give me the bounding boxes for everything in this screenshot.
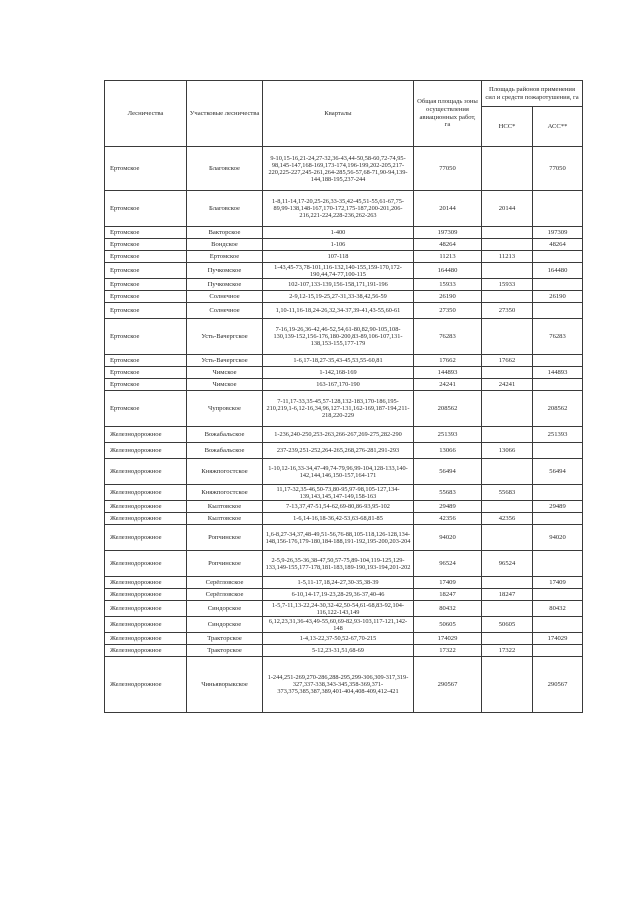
cell-uchastkovoe: Серёгловское <box>187 577 263 589</box>
cell-nss <box>482 239 533 251</box>
cell-lesnichestvo: Ертомское <box>105 355 187 367</box>
cell-kvartaly: 5-12,23-31,51,68-69 <box>263 645 414 657</box>
cell-kvartaly: 1-106 <box>263 239 414 251</box>
cell-uchastkovoe: Вондское <box>187 239 263 251</box>
cell-nss: 55683 <box>482 485 533 501</box>
cell-nss: 42356 <box>482 513 533 525</box>
table-row <box>105 303 583 319</box>
header-kvartaly: Кварталы <box>263 81 414 147</box>
table-body <box>105 147 583 713</box>
cell-ass: 56494 <box>533 459 583 485</box>
cell-nss <box>482 263 533 279</box>
cell-uchastkovoe: Тракторское <box>187 645 263 657</box>
cell-lesnichestvo: Железнодорожное <box>105 551 187 577</box>
cell-kvartaly: 1-400 <box>263 227 414 239</box>
table-row <box>105 551 583 577</box>
cell-total-area: 26190 <box>414 291 482 303</box>
table-row <box>105 513 583 525</box>
cell-nss: 20144 <box>482 191 533 227</box>
cell-total-area: 290567 <box>414 657 482 713</box>
forestry-table <box>104 80 583 713</box>
cell-kvartaly: 2-9,12-15,19-25,27-31,33-38,42,56-59 <box>263 291 414 303</box>
cell-lesnichestvo: Ертомское <box>105 279 187 291</box>
cell-nss <box>482 391 533 427</box>
table-row <box>105 601 583 617</box>
table-row <box>105 589 583 601</box>
table-row <box>105 147 583 191</box>
cell-lesnichestvo: Ертомское <box>105 263 187 279</box>
cell-kvartaly: 1-5,7-11,13-22,24-30,32-42,50-54,61-68,83-92,104-116,122-143,149 <box>263 601 414 617</box>
cell-ass <box>533 355 583 367</box>
cell-lesnichestvo: Ертомское <box>105 251 187 263</box>
table-row <box>105 485 583 501</box>
cell-kvartaly: 11,17-32,35-46,50-73,80-95,97-98,105-127,134-139,143,145,147-149,158-163 <box>263 485 414 501</box>
cell-lesnichestvo: Железнодорожное <box>105 657 187 713</box>
cell-ass: 48264 <box>533 239 583 251</box>
cell-lesnichestvo: Железнодорожное <box>105 525 187 551</box>
cell-total-area: 77050 <box>414 147 482 191</box>
cell-nss: 17662 <box>482 355 533 367</box>
table-row <box>105 239 583 251</box>
cell-nss <box>482 291 533 303</box>
cell-total-area: 76283 <box>414 319 482 355</box>
cell-kvartaly: 7-13,37,47-51,54-62,69-80,86-93,95-102 <box>263 501 414 513</box>
cell-kvartaly: 1-236,240-250,253-263,266-267,269-275,282-290 <box>263 427 414 443</box>
cell-lesnichestvo: Ертомское <box>105 391 187 427</box>
cell-lesnichestvo: Железнодорожное <box>105 617 187 633</box>
cell-total-area: 80432 <box>414 601 482 617</box>
cell-total-area: 55683 <box>414 485 482 501</box>
cell-nss <box>482 427 533 443</box>
cell-uchastkovoe: Пучкомское <box>187 263 263 279</box>
cell-ass: 94020 <box>533 525 583 551</box>
cell-uchastkovoe: Княжпогостское <box>187 485 263 501</box>
cell-ass <box>533 379 583 391</box>
cell-uchastkovoe: Пучкомское <box>187 279 263 291</box>
cell-uchastkovoe: Чимское <box>187 367 263 379</box>
table-row <box>105 645 583 657</box>
cell-lesnichestvo: Ертомское <box>105 379 187 391</box>
cell-ass: 197309 <box>533 227 583 239</box>
table-row <box>105 227 583 239</box>
cell-ass: 26190 <box>533 291 583 303</box>
cell-nss: 17322 <box>482 645 533 657</box>
document-table-area <box>104 80 582 713</box>
cell-total-area: 48264 <box>414 239 482 251</box>
cell-ass <box>533 589 583 601</box>
cell-lesnichestvo: Железнодорожное <box>105 645 187 657</box>
cell-nss: 24241 <box>482 379 533 391</box>
cell-lesnichestvo: Ертомское <box>105 239 187 251</box>
cell-ass: 144893 <box>533 367 583 379</box>
cell-nss: 15933 <box>482 279 533 291</box>
cell-uchastkovoe: Ропчинское <box>187 551 263 577</box>
cell-nss <box>482 657 533 713</box>
table-row <box>105 191 583 227</box>
cell-kvartaly: 7-11,17-33,35-45,57-128,132-183,170-186,195-210,219,1-6,12-16,34,96,127-131,162-169,187-194,211-218,220-229 <box>263 391 414 427</box>
table-row <box>105 617 583 633</box>
header-total-area: Общая площадь зоны осуществления авиационных работ, га <box>414 81 482 147</box>
header-lesnichestvo: Лесничества <box>105 81 187 147</box>
cell-uchastkovoe: Княжпогостское <box>187 459 263 485</box>
cell-kvartaly: 1-142,168-169 <box>263 367 414 379</box>
cell-ass: 290567 <box>533 657 583 713</box>
cell-total-area: 197309 <box>414 227 482 239</box>
cell-total-area: 13066 <box>414 443 482 459</box>
cell-lesnichestvo: Железнодорожное <box>105 589 187 601</box>
cell-lesnichestvo: Железнодорожное <box>105 501 187 513</box>
cell-nss <box>482 147 533 191</box>
cell-kvartaly: 9-10,15-16,21-24,27-32,36-43,44-50,58-60,72-74,95-98,145-147,168-169,173-174,196-199,202-205,217-220,225-227,245-261,264-285,56-57,68-71,90-94,139-144,188-195,237-244 <box>263 147 414 191</box>
cell-ass: 174029 <box>533 633 583 645</box>
table-row <box>105 291 583 303</box>
header-nss: НСС* <box>482 107 533 147</box>
cell-ass <box>533 485 583 501</box>
cell-uchastkovoe: Серёгловское <box>187 589 263 601</box>
cell-kvartaly: 6-10,14-17,19-23,28-29,36-37,40-46 <box>263 589 414 601</box>
cell-uchastkovoe: Усть-Вачергское <box>187 355 263 367</box>
cell-kvartaly: 163-167,170-190 <box>263 379 414 391</box>
cell-uchastkovoe: Чупровское <box>187 391 263 427</box>
cell-lesnichestvo: Ертомское <box>105 291 187 303</box>
cell-ass: 76283 <box>533 319 583 355</box>
cell-nss: 18247 <box>482 589 533 601</box>
cell-kvartaly: 1-6,17-18,27-35,43-45,53,55-60,81 <box>263 355 414 367</box>
cell-nss <box>482 367 533 379</box>
cell-total-area: 17322 <box>414 645 482 657</box>
cell-total-area: 96524 <box>414 551 482 577</box>
cell-total-area: 11213 <box>414 251 482 263</box>
cell-nss: 13066 <box>482 443 533 459</box>
cell-kvartaly: 1,6-8,27-34,37,48-49,51-56,76-88,105-118,126-128,134-148,156-176,179-180,184-188,191-192,195-200,203-204 <box>263 525 414 551</box>
cell-total-area: 144893 <box>414 367 482 379</box>
table-row <box>105 391 583 427</box>
cell-total-area: 17662 <box>414 355 482 367</box>
cell-total-area: 56494 <box>414 459 482 485</box>
cell-nss: 50605 <box>482 617 533 633</box>
cell-total-area: 27350 <box>414 303 482 319</box>
cell-nss <box>482 227 533 239</box>
cell-ass: 29489 <box>533 501 583 513</box>
cell-uchastkovoe: Кылтовское <box>187 513 263 525</box>
cell-kvartaly: 6,12,23,31,36-43,49-55,60,69-82,93-103,117-121,142-148 <box>263 617 414 633</box>
cell-nss: 27350 <box>482 303 533 319</box>
cell-kvartaly: 1-6,14-16,18-36,42-53,63-68,81-85 <box>263 513 414 525</box>
cell-uchastkovoe: Вожабальское <box>187 443 263 459</box>
cell-lesnichestvo: Ертомское <box>105 227 187 239</box>
cell-kvartaly: 107-118 <box>263 251 414 263</box>
cell-ass <box>533 303 583 319</box>
table-row <box>105 355 583 367</box>
cell-kvartaly: 237-239,251-252,264-265,268,276-281,291-293 <box>263 443 414 459</box>
cell-total-area: 94020 <box>414 525 482 551</box>
cell-total-area: 17409 <box>414 577 482 589</box>
cell-lesnichestvo: Ертомское <box>105 319 187 355</box>
cell-total-area: 251393 <box>414 427 482 443</box>
cell-nss <box>482 525 533 551</box>
cell-kvartaly: 7-16,19-26,36-42,46-52,54,61-80,82,90-105,108-130,139-152,156-176,180-200,83-89,106-107,131-138,153-155,177-179 <box>263 319 414 355</box>
cell-uchastkovoe: Благовское <box>187 147 263 191</box>
cell-total-area: 20144 <box>414 191 482 227</box>
cell-kvartaly: 2-5,9-26,35-36,38-47,50,57-75,89-104,119-125,129-133,149-155,177-178,181-183,189-190,193-194,201-202 <box>263 551 414 577</box>
table-row <box>105 251 583 263</box>
table-row <box>105 263 583 279</box>
table-row <box>105 367 583 379</box>
cell-uchastkovoe: Чимское <box>187 379 263 391</box>
header-uchastkovoe: Участковые лесничества <box>187 81 263 147</box>
table-row <box>105 525 583 551</box>
cell-kvartaly: 1-5,11-17,18,24-27,30-35,38-39 <box>263 577 414 589</box>
cell-ass <box>533 251 583 263</box>
cell-uchastkovoe: Синдорское <box>187 617 263 633</box>
cell-ass: 77050 <box>533 147 583 191</box>
table-row <box>105 657 583 713</box>
cell-ass <box>533 617 583 633</box>
table-row <box>105 427 583 443</box>
cell-kvartaly: 102-107,133-139,156-158,171,191-196 <box>263 279 414 291</box>
cell-nss <box>482 319 533 355</box>
table-row <box>105 319 583 355</box>
cell-total-area: 24241 <box>414 379 482 391</box>
cell-lesnichestvo: Железнодорожное <box>105 513 187 525</box>
cell-ass: 80432 <box>533 601 583 617</box>
cell-lesnichestvo: Ертомское <box>105 191 187 227</box>
cell-uchastkovoe: Синдорское <box>187 601 263 617</box>
cell-uchastkovoe: Благовское <box>187 191 263 227</box>
cell-kvartaly: 1-8,11-14,17-20,25-26,33-35,42-45,51-55,61-67,75-89,99-138,148-167,170-172,175-187,200-201,206-216,221-224,228-236,262-263 <box>263 191 414 227</box>
cell-nss <box>482 459 533 485</box>
table-row <box>105 443 583 459</box>
cell-total-area: 174029 <box>414 633 482 645</box>
cell-ass: 164480 <box>533 263 583 279</box>
cell-nss: 11213 <box>482 251 533 263</box>
cell-kvartaly: 1-43,45-73,78-101,116-132,140-155,159-170,172-190,44,74-77,100-115 <box>263 263 414 279</box>
header-group-fire-forces: Площадь районов применения сил и средств пожаротушения, га <box>482 81 583 107</box>
cell-uchastkovoe: Чиньяворыкское <box>187 657 263 713</box>
cell-uchastkovoe: Тракторское <box>187 633 263 645</box>
cell-total-area: 29489 <box>414 501 482 513</box>
cell-uchastkovoe: Солнечное <box>187 303 263 319</box>
cell-nss <box>482 501 533 513</box>
cell-nss: 96524 <box>482 551 533 577</box>
cell-kvartaly: 1-4,13-22,37-50,52-67,70-215 <box>263 633 414 645</box>
cell-nss <box>482 577 533 589</box>
cell-ass <box>533 551 583 577</box>
cell-kvartaly: 1,10-11,16-18,24-26,32,34-37,39-41,43-55,60-61 <box>263 303 414 319</box>
cell-lesnichestvo: Железнодорожное <box>105 427 187 443</box>
cell-ass <box>533 513 583 525</box>
cell-lesnichestvo: Ертомское <box>105 303 187 319</box>
cell-lesnichestvo: Железнодорожное <box>105 601 187 617</box>
cell-lesnichestvo: Ертомское <box>105 367 187 379</box>
cell-uchastkovoe: Вожабальское <box>187 427 263 443</box>
cell-total-area: 15933 <box>414 279 482 291</box>
cell-kvartaly: 1-10,12-16,33-34,47-49,74-79,96,99-104,128-133,140-142,144,146,150-157,164-171 <box>263 459 414 485</box>
cell-total-area: 42356 <box>414 513 482 525</box>
table-row <box>105 501 583 513</box>
cell-nss <box>482 601 533 617</box>
cell-lesnichestvo: Железнодорожное <box>105 459 187 485</box>
cell-lesnichestvo: Ертомское <box>105 147 187 191</box>
cell-lesnichestvo: Железнодорожное <box>105 633 187 645</box>
cell-uchastkovoe: Усть-Вачергское <box>187 319 263 355</box>
cell-kvartaly: 1-244,251-269,270-286,288-295,299-306,309-317,319-327,337-338,343-345,358-369,371-373,375,385,387,389,401-404,408-409,412-421 <box>263 657 414 713</box>
cell-ass <box>533 645 583 657</box>
cell-ass: 208562 <box>533 391 583 427</box>
table-row <box>105 379 583 391</box>
cell-lesnichestvo: Железнодорожное <box>105 485 187 501</box>
cell-total-area: 18247 <box>414 589 482 601</box>
table-row <box>105 279 583 291</box>
cell-ass <box>533 443 583 459</box>
cell-uchastkovoe: Ертомское <box>187 251 263 263</box>
cell-total-area: 208562 <box>414 391 482 427</box>
cell-total-area: 50605 <box>414 617 482 633</box>
cell-ass: 17409 <box>533 577 583 589</box>
table-row <box>105 577 583 589</box>
header-ass: АСС** <box>533 107 583 147</box>
table-row <box>105 633 583 645</box>
table-row <box>105 459 583 485</box>
cell-lesnichestvo: Железнодорожное <box>105 577 187 589</box>
cell-lesnichestvo: Железнодорожное <box>105 443 187 459</box>
cell-uchastkovoe: Вакторское <box>187 227 263 239</box>
cell-ass <box>533 279 583 291</box>
cell-ass <box>533 191 583 227</box>
cell-nss <box>482 633 533 645</box>
cell-ass: 251393 <box>533 427 583 443</box>
cell-uchastkovoe: Кылтовское <box>187 501 263 513</box>
cell-uchastkovoe: Солнечное <box>187 291 263 303</box>
cell-uchastkovoe: Ропчинское <box>187 525 263 551</box>
cell-total-area: 164480 <box>414 263 482 279</box>
